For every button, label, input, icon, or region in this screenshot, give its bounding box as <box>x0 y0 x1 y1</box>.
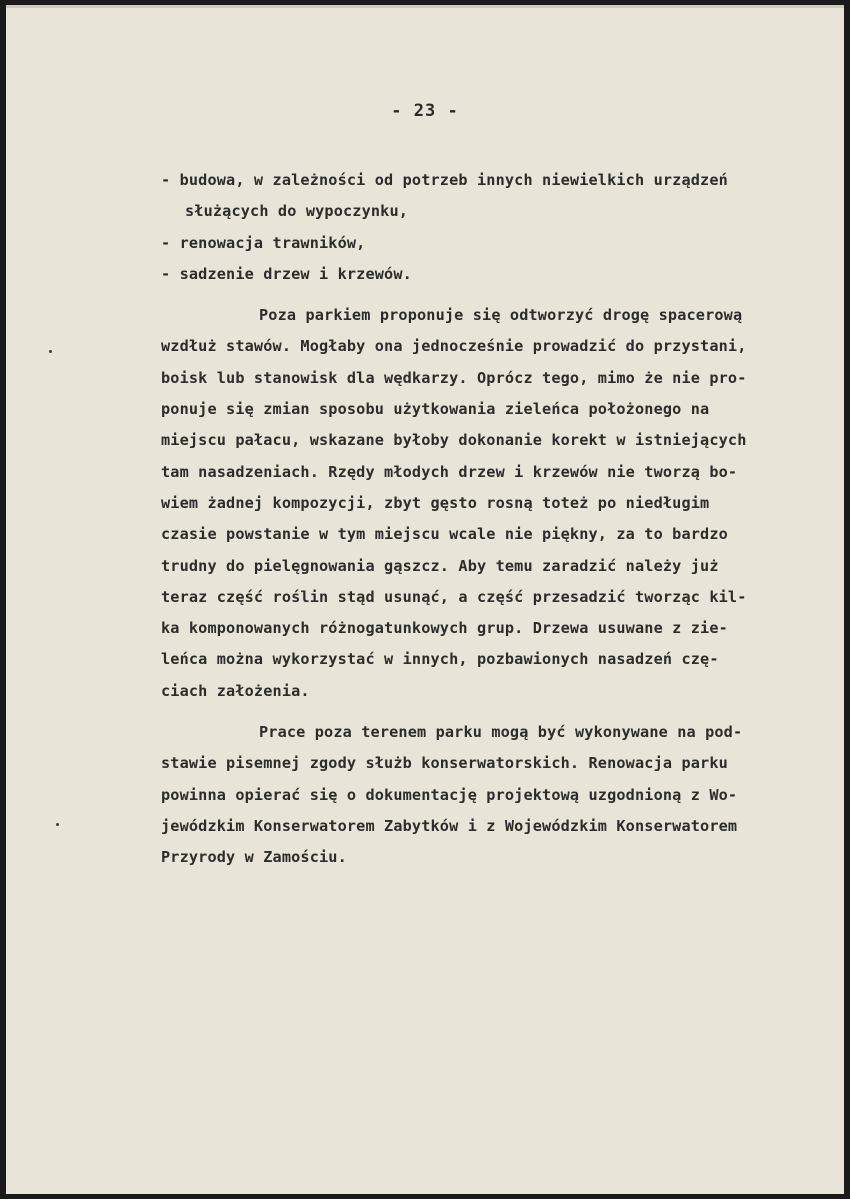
text-line: miejscu pałacu, wskazane byłoby dokonanie korekt w istniejących <box>161 431 747 450</box>
text-line: tam nasadzeniach. Rzędy młodych drzew i krzewów nie tworzą bo- <box>161 462 738 481</box>
text-line: Prace poza terenem parku mogą być wykonywane na pod- <box>259 723 743 742</box>
text-line: - sadzenie drzew i krzewów. <box>161 264 412 283</box>
body-text <box>161 165 821 874</box>
text-line: Poza parkiem proponuje się odtworzyć drogę spacerową <box>259 306 743 325</box>
text-line: - budowa, w zależności od potrzeb innych niewielkich urządzeń <box>161 171 728 189</box>
page-number: - 23 - <box>391 101 459 121</box>
text-line: wiem żadnej kompozycji, zbyt gęsto rosną toteż po niedługim <box>161 493 710 512</box>
text-line: ciach założenia. <box>161 681 310 700</box>
text-line: - renowacja trawników, <box>161 233 366 252</box>
margin-punch-mark <box>56 823 59 826</box>
margin-punch-mark <box>49 350 52 353</box>
document-page <box>6 5 844 1194</box>
page-edge-shadow <box>6 5 844 8</box>
text-line: boisk lub stanowisk dla wędkarzy. Oprócz tego, mimo że nie pro- <box>161 368 747 387</box>
text-line: wzdłuż stawów. Mogłaby ona jednocześnie prowadzić do przystani, <box>161 337 747 356</box>
text-line: powinna opierać się o dokumentację projektową uzgodnioną z Wo- <box>161 785 738 804</box>
text-line: leńca można wykorzystać w innych, pozbawionych nasadzeń czę- <box>161 650 719 669</box>
text-line: stawie pisemnej zgody służb konserwatorskich. Renowacja parku <box>161 754 728 773</box>
text-line: teraz część roślin stąd usunąć, a część przesadzić tworząc kil- <box>161 587 747 606</box>
text-line: służących do wypoczynku, <box>185 202 409 221</box>
text-line: ka komponowanych różnogatunkowych grup. Drzewa usuwane z zie- <box>161 619 728 638</box>
text-line: jewódzkim Konserwatorem Zabytków i z Wojewódzkim Konserwatorem <box>161 816 738 835</box>
text-line: Przyrody w Zamościu. <box>161 848 347 867</box>
text-line: ponuje się zmian sposobu użytkowania zieleńca położonego na <box>161 400 710 419</box>
text-line: czasie powstanie w tym miejscu wcale nie piękny, za to bardzo <box>161 525 728 544</box>
text-line: trudny do pielęgnowania gąszcz. Aby temu zaradzić należy już <box>161 556 719 575</box>
